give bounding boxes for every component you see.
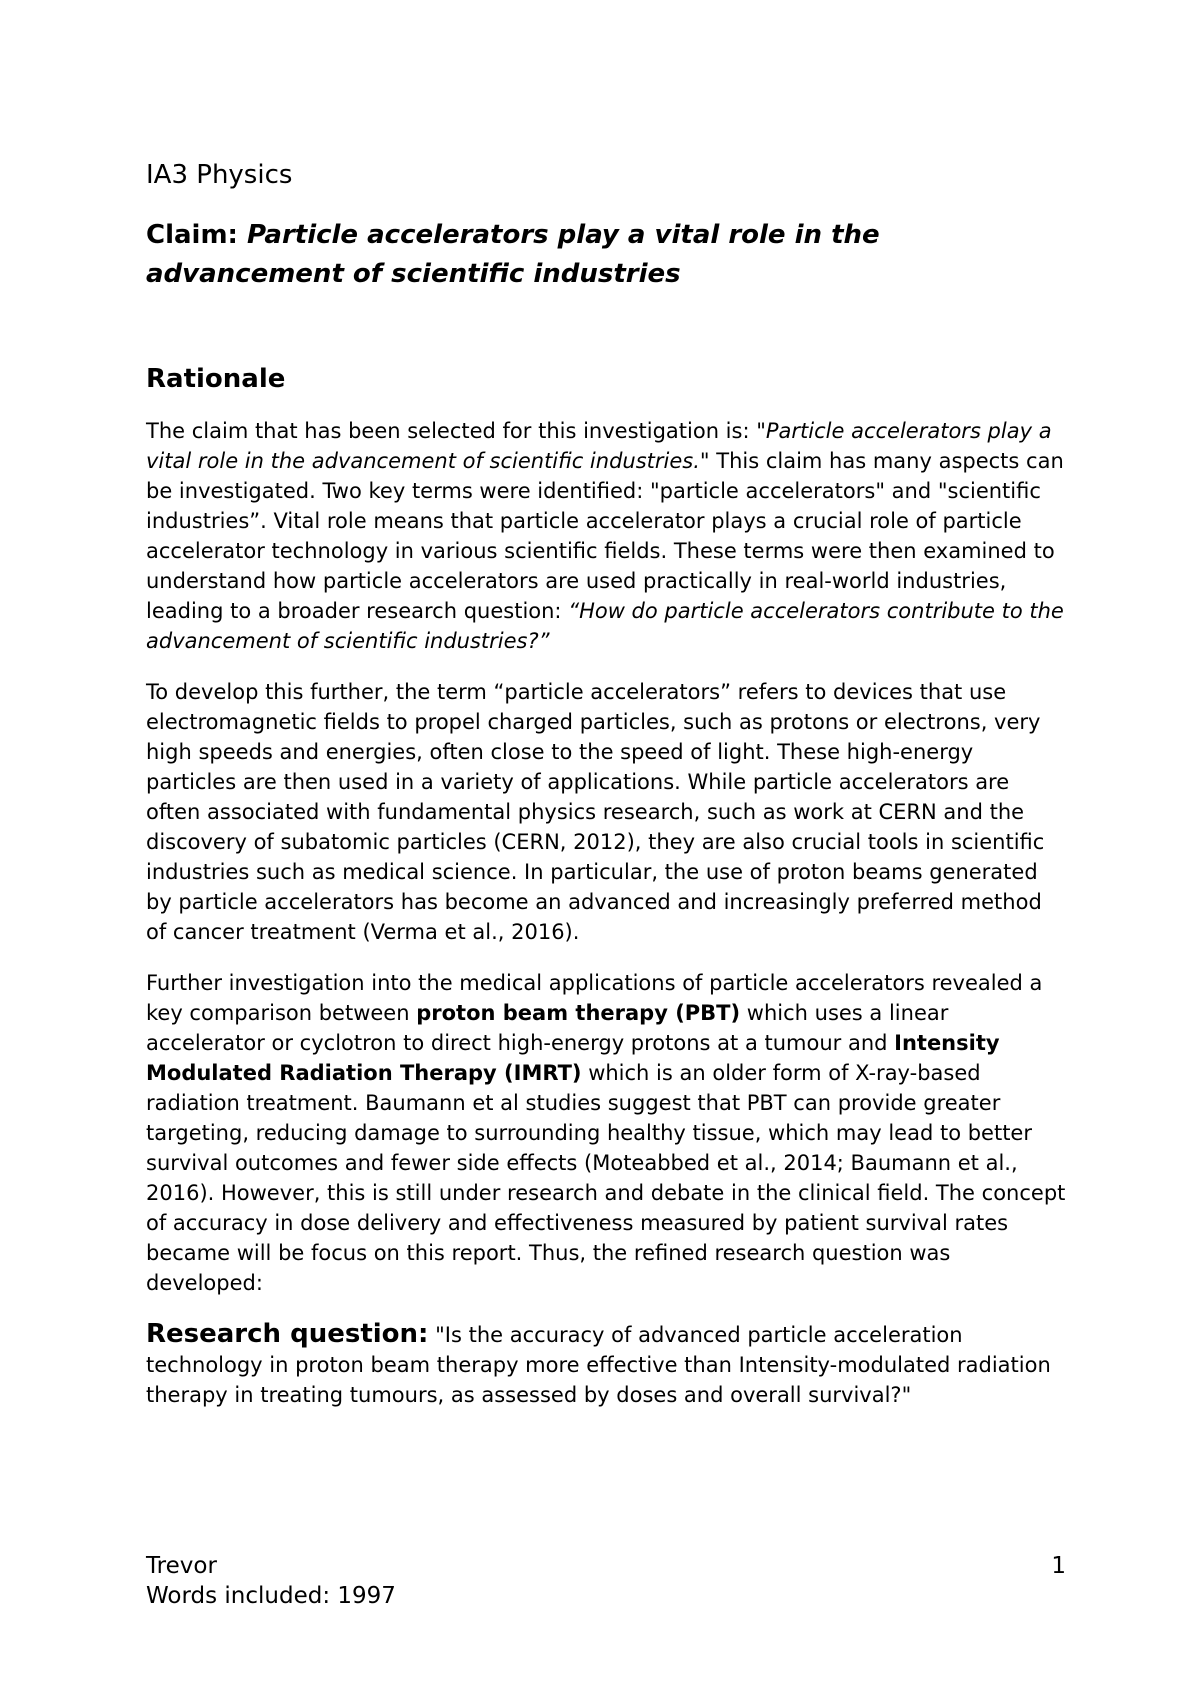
document-page (146, 160, 1066, 1410)
page-footer (146, 1551, 1066, 1611)
claim-text: Particle accelerators play a vital role in the advancement of scientific industries (146, 220, 880, 289)
document-title: IA3 Physics (146, 160, 293, 190)
text-run: which is an older form of X-ray-based radiation treatment. Baumann et al studies suggest that PBT can provide greater targeting, reducing damage to surrounding healthy tissue, which may lead to better survival outcomes and fewer side effects (Moteabbed et al., 2014; Baumann et al., 2016). However, this is still under research and debate in the clinical field. The concept of accuracy in dose delivery and effectiveness measured by patient survival rates became will be focus on this report. Thus, the refined research question was developed: (146, 1061, 1066, 1295)
page-number: 1 (1051, 1553, 1066, 1579)
text-run: Intensity Modulated Radiation Therapy (IMRT) (146, 1031, 1000, 1085)
footer-author: Trevor (146, 1553, 217, 1579)
research-question-label: Research question: (146, 1319, 429, 1349)
claim-label: Claim: (146, 220, 247, 250)
footer-word-count: Words included: 1997 (146, 1583, 396, 1609)
text-run: “How do particle accelerators contribute to the advancement of scientific industries?” (146, 599, 1064, 653)
research-question-text: "Is the accuracy of advanced particle acceleration technology in proton beam therapy more effective than Intensity-modulated radiation therapy in treating tumours, as assessed by doses and overall survival?" (146, 1323, 1051, 1407)
claim-statement (146, 216, 1066, 294)
rationale-heading: Rationale (146, 364, 286, 394)
text-run: " This claim has many aspects can be investigated. Two key terms were identified: "particle accelerators" and "scientific industries”. Vital role means that particle accelerator plays a crucial role of particle accelerator technology in various scientific fields. These terms were then examined to understand how particle accelerators are used practically in real-world industries, leading to a broader research question: (146, 449, 1064, 623)
text-run: Particle accelerators play a vital role in the advancement of scientific industries. (146, 419, 1052, 473)
text-run: The claim that has been selected for this investigation is: " (146, 419, 766, 443)
text-run: which uses a linear accelerator or cyclotron to direct high-energy protons at a tumour and (146, 1001, 949, 1055)
rationale-paragraph-3 (146, 968, 1066, 1298)
rationale-paragraph-2 (146, 677, 1066, 947)
text-run: To develop this further, the term “particle accelerators” refers to devices that use electromagnetic fields to propel charged particles, such as protons or electrons, very high speeds and energies, often close to the speed of light. These high-energy particles are then used in a variety of applications. While particle accelerators are often associated with fundamental physics research, such as work at CERN and the discovery of subatomic particles (CERN, 2012), they are also crucial tools in scientific industries such as medical science. In particular, the use of proton beams generated by particle accelerators has become an advanced and increasingly preferred method of cancer treatment (Verma et al., 2016). (146, 680, 1045, 944)
research-question (146, 1319, 1066, 1410)
rationale-paragraph-1 (146, 416, 1066, 656)
text-run: Further investigation into the medical applications of particle accelerators revealed a key comparison between (146, 971, 1043, 1025)
text-run: proton beam therapy (PBT) (416, 1001, 741, 1025)
